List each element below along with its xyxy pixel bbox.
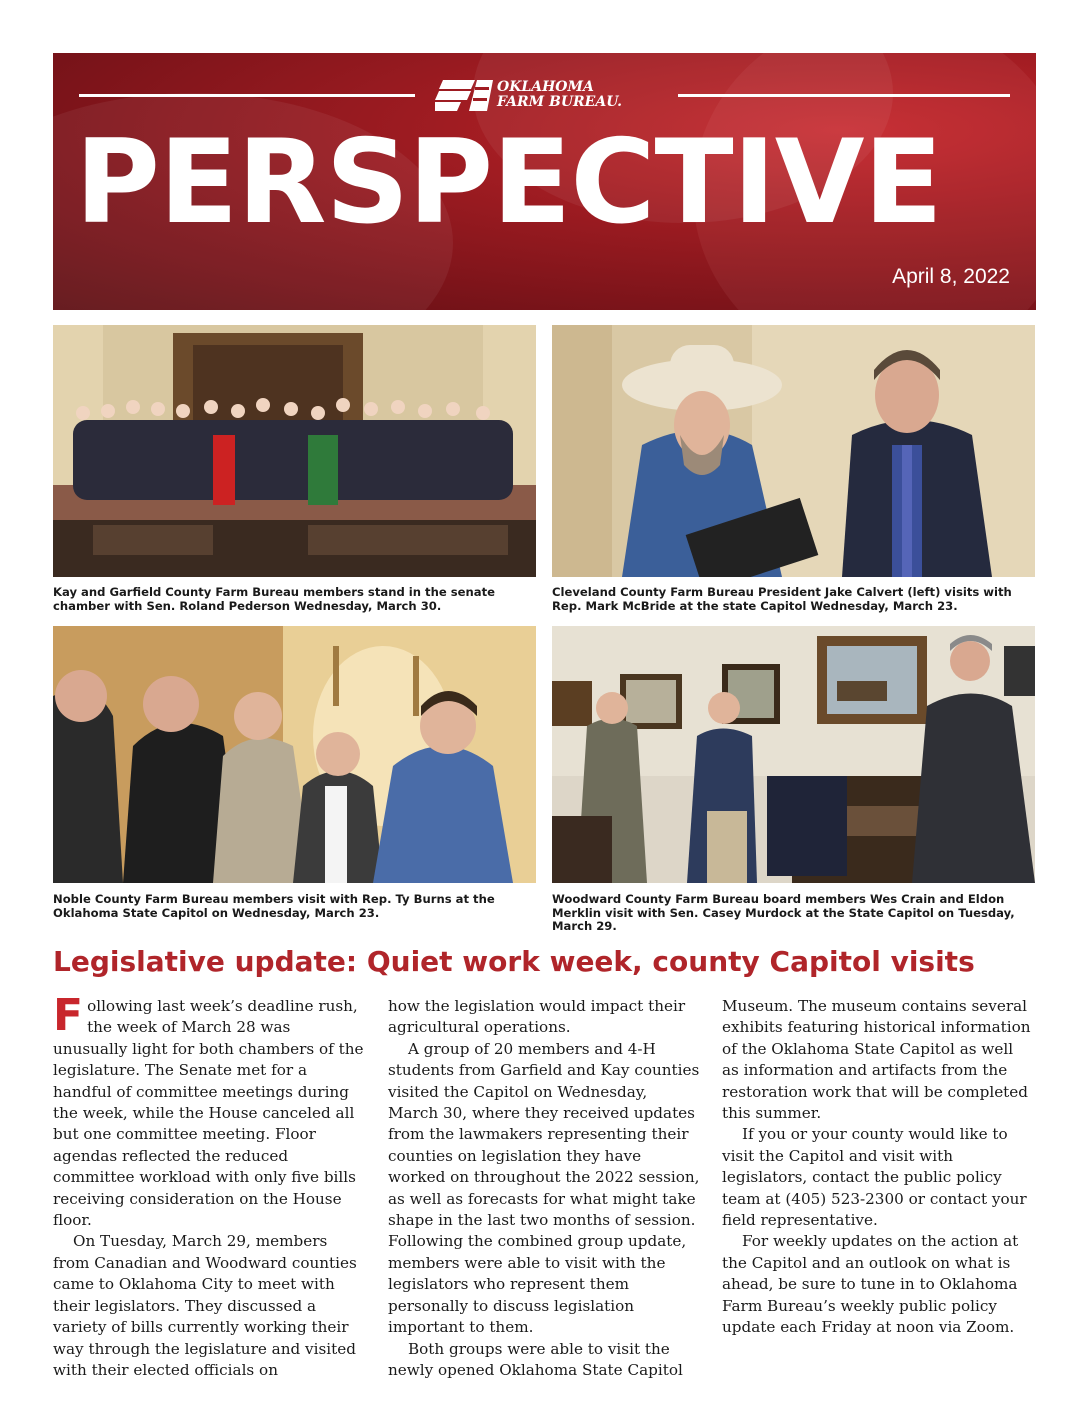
photo-woodward-county-visit — [552, 626, 1035, 883]
article-paragraph-2-continued: how the legislation would impact their agricultural operations. — [388, 997, 686, 1037]
photo-caption-3: Noble County Farm Bureau members visit with Rep. Ty Burns at the Oklahoma State Capitol on Wednesday, March 23. — [53, 892, 495, 920]
article-column-2 — [388, 996, 700, 1381]
masthead-right-rule — [678, 94, 1010, 97]
drop-cap: F — [53, 990, 84, 1041]
issue-date: April 8, 2022 — [892, 265, 1010, 288]
article-paragraph-4: Both groups were able to visit the newly opened Oklahoma State Capitol — [388, 1339, 683, 1379]
article-paragraph-1-text: ollowing last week’s deadline rush, the week of March 28 was unusually light for both chambers of the legislature. The Senate met for a handful of committee meetings during the week, while the House canceled all but one committee meeting. Floor agendas reflected the reduced committee workload with only five bills receiving consideration on the House floor. — [53, 997, 364, 1230]
newsletter-title: PERSPECTIVE — [75, 115, 942, 250]
photo-cleveland-county-visit — [552, 325, 1035, 577]
article-paragraph-5: If you or your county would like to visit the Capitol and visit with legislators, contact the public policy team at (405) 523-2300 or contact your field representative. — [722, 1125, 1027, 1230]
article-paragraph-2: On Tuesday, March 29, members from Canadian and Woodward counties came to Oklahoma City to meet with their legislators. They discussed a variety of bills currently working their way through the legislature and visited with their elected officials on — [53, 1232, 357, 1379]
article-paragraph-6: For weekly updates on the action at the Capitol and an outlook on what is ahead, be sure to tune in to Oklahoma Farm Bureau’s weekly public policy update each Friday at noon via Zoom. — [722, 1232, 1019, 1337]
farm-bureau-logo — [435, 77, 622, 113]
article-column-3 — [722, 996, 1034, 1339]
photo-caption-1: Kay and Garfield County Farm Bureau members stand in the senate chamber with Sen. Roland Pederson Wednesday, March 30. — [53, 585, 495, 613]
photo-caption-4: Woodward County Farm Bureau board members Wes Crain and Eldon Merklin visit with Sen. Casey Murdock at the State Capitol on Tuesday, March 29. — [552, 892, 1015, 933]
farm-bureau-logo-icon — [435, 78, 495, 112]
photo-noble-county-visit — [53, 626, 536, 883]
article-paragraph-1 — [53, 990, 365, 1231]
masthead-banner — [53, 53, 1036, 310]
logo-line-1: OKLAHOMA — [497, 79, 594, 95]
photo-senate-chamber-group — [53, 325, 536, 577]
photo-caption-2: Cleveland County Farm Bureau President Jake Calvert (left) visits with Rep. Mark McBride at the state Capitol Wednesday, March 23. — [552, 585, 1012, 613]
article-paragraph-4-continued: Museum. The museum contains several exhibits featuring historical information of the Oklahoma State Capitol as well as information and artifacts from the restoration work that will be completed this summer. — [722, 997, 1031, 1123]
masthead-left-rule — [79, 94, 415, 97]
article-column-1 — [53, 990, 365, 1381]
logo-line-2: FARM BUREAU. — [497, 94, 622, 110]
article-headline: Legislative update: Quiet work week, county Capitol visits — [53, 945, 975, 978]
article-paragraph-3: A group of 20 members and 4-H students from Garfield and Kay counties visited the Capitol on Wednesday, March 30, where they received updates from the lawmakers representing their counties on legislation they have worked on throughout the 2022 session, as well as forecasts for what might take shape in the last two months of session. Following the combined group update, members were able to visit with the legislators who represent them personally to discuss legislation important to them. — [388, 1039, 700, 1337]
